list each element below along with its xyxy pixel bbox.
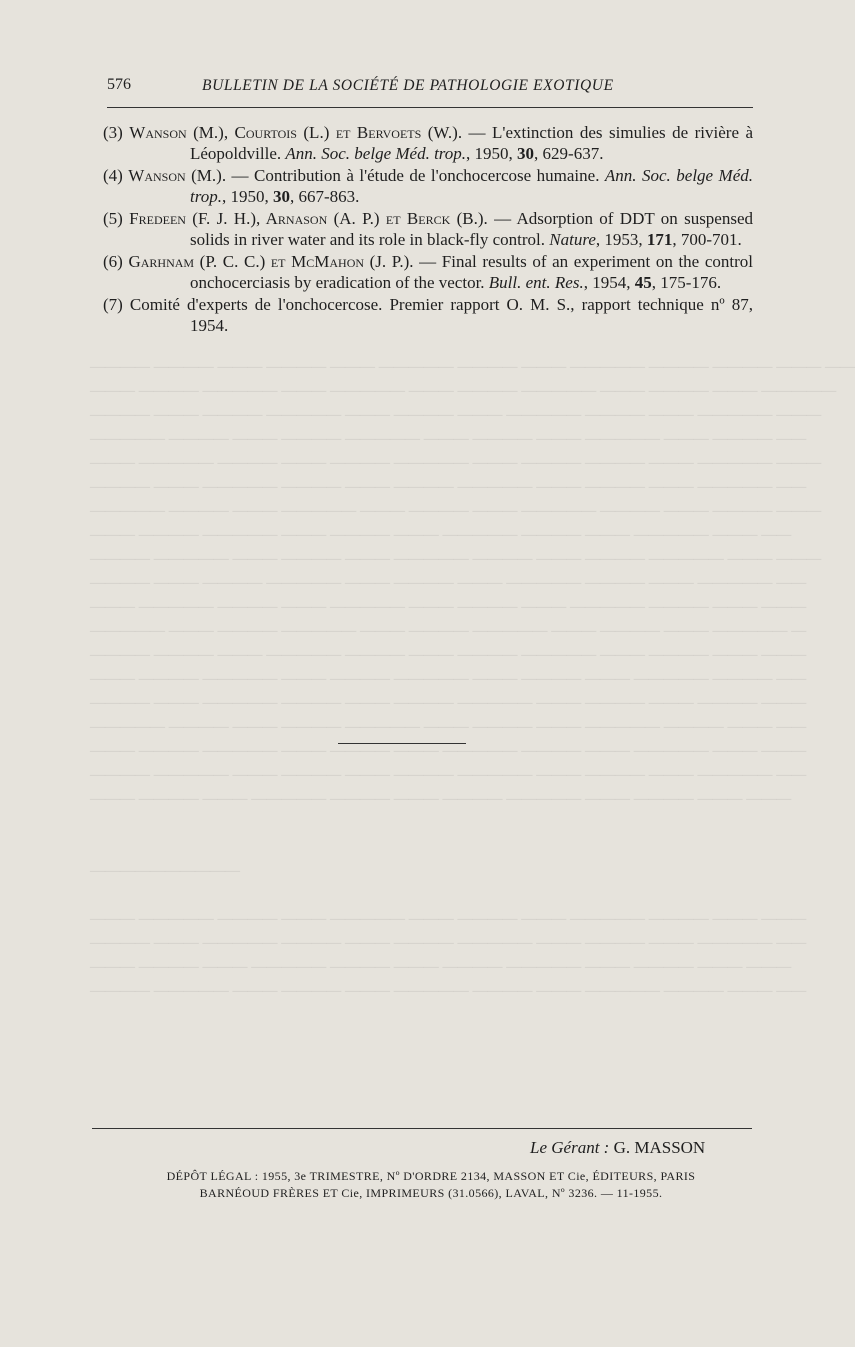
reference-pages: , 175-176. xyxy=(651,273,722,292)
reference-item xyxy=(103,294,753,336)
reference-number: (5) xyxy=(103,209,123,228)
page-number: 576 xyxy=(107,76,131,93)
reference-journal: Nature xyxy=(549,230,596,249)
reference-item: (3) Wanson (M.), Courtois (L.) et Bervoets (W.). — L'extinction des simulies de rivière à Léopoldville. Ann. Soc. belge Méd. trop., 1950, 30, 629-637. xyxy=(103,123,754,163)
legal-line: DÉPÔT LÉGAL : 1955, 3e TRIMESTRE, Nº D'ORDRE 2134, MASSON ET Cie, ÉDITEURS, PARIS xyxy=(166,1169,696,1183)
reference-pages: , 700-701. xyxy=(672,230,742,249)
reference-list xyxy=(103,122,753,337)
legal-notice xyxy=(105,1168,757,1202)
footer-rule xyxy=(92,1128,752,1129)
reference-title: — Contribution à l'étude de l'onchocercose humaine. xyxy=(226,166,605,185)
reference-journal: Bull. ent. Res. xyxy=(488,273,584,292)
reference-journal: Ann. Soc. belge Méd. trop. xyxy=(285,144,467,163)
reference-authors: Fredeen (F. J. H.), Arnason (A. P.) et Berck (B.). xyxy=(129,209,488,228)
reference-number: (3) xyxy=(103,123,123,142)
section-divider xyxy=(338,743,466,744)
reference-title: — Final results of an experiment on the control onchocerciasis by eradication of the vector. xyxy=(190,252,753,292)
reference-volume: 30 xyxy=(272,187,290,206)
reference-title: Comité d'experts de l'onchocercose. Premier rapport O. M. S., rapport technique nº 87, 1954. xyxy=(129,295,753,335)
reference-volume: 45 xyxy=(634,273,652,292)
running-title: BULLETIN DE LA SOCIÉTÉ DE PATHOLOGIE EXOTIQUE xyxy=(202,77,614,94)
reference-number: (4) xyxy=(103,166,123,185)
reference-item: (6) Garhnam (P. C. C.) et McMahon (J. P.). — Final results of an experiment on the control onchocerciasis by eradication of the vector. Bull. ent. Res., 1954, 45, 175-176. xyxy=(103,252,753,292)
reference-authors: Wanson (M.), Courtois (L.) et Bervoets (W.). xyxy=(129,123,463,142)
header-rule xyxy=(107,107,753,108)
page-header xyxy=(107,76,747,98)
gerant-line xyxy=(530,1138,705,1158)
reference-number: (6) xyxy=(103,252,123,271)
reference-pages: , 629-637. xyxy=(534,144,604,163)
legal-line: BARNÉOUD FRÈRES ET Cie, IMPRIMEURS (31.0566), LAVAL, Nº 3236. — 11-1955. xyxy=(199,1186,663,1200)
reference-item: (5) Fredeen (F. J. H.), Arnason (A. P.) et Berck (B.). — Adsorption of DDT on suspensed solids in river water and its role in black-fly control. Nature, 1953, 171, 700-701. xyxy=(103,209,754,249)
reference-volume: 171 xyxy=(646,230,673,249)
reference-item: (4) Wanson (M.). — Contribution à l'étude de l'onchocercose humaine. Ann. Soc. belge Méd. trop., 1950, 30, 667-863. xyxy=(103,166,753,206)
reference-pages: , 667-863. xyxy=(289,187,360,206)
reference-authors: Garhnam (P. C. C.) et McMahon (J. P.). xyxy=(128,252,414,271)
reference-number: (7) xyxy=(103,295,123,314)
reference-title: — Adsorption of DDT on suspensed solids in river water and its role in black-fly control. xyxy=(190,209,754,249)
gerant-label: Le Gérant : xyxy=(530,1138,610,1157)
reference-volume: 30 xyxy=(517,144,535,163)
reference-title: — L'extinction des simulies de rivière à Léopoldville. xyxy=(190,123,754,163)
gerant-name: G. MASSON xyxy=(613,1138,706,1157)
bleed-through-texture: ———— ———— ——— ———— ——— ————— ———— ——— ————— ———— ———— ——— —— ——— ———— ————— ——— ————— ——— ———— ————— ——— ———— ——— ————— ———— ——— ———— ————— ——— ———— ——— ————— ———— ——— ————— ——— ————— ———— ——— ———— ————— ——— ———— ——— ————— ——— ———— —— ——— ————— ———— ——— ———— ————— ——— ———— ———— ——— ————— ——— ———— ——— ————— ———— ——— ———— ————— ——— ———— ——— ————— —— ————— ———— ——— ————— ——— ———— ——— ————— ———— ——— ———— ——— ——— ———— ————— ——— ———— ——— ————— ———— ——— ————— ——— —— ———— ————— ——— ———— ——— ————— ———— ——— ———— ————— ——— ——— ———— ——— ———— ————— ——— ———— ——— ————— ———— ——— ————— —— ——— ————— ———— ——— ————— ——— ———— ——— ————— ———— ——— ——— ————— ——— ———— ————— ——— ———— ————— ——— ———— ——— ————— — ———— ———— ——— ————— ———— ——— ———— ————— ——— ———— ——— ——— ——— ———— ————— ——— ———— ————— ——— ———— ——— ————— ———— —— ———— ——— ————— ———— ——— ———— ————— ——— ———— ——— ———— ——— ————— ———— ——— ———— ————— ——— ———— ——— ————— ———— ——— —— ——— ———— ————— ——— ———— ——— ————— ———— ——— ————— ——— ——— ———— ————— ——— ———— ——— ———— ————— ——— ———— ——— ————— —— ——— ———— ——— ————— ———— ——— ———— ————— ——— ———— ——— ——— —————————— ——— ————— ———— ——— ————— ——— ———— ——— ————— ———— ——— ——— ———— ——— ————— ———— ——— ———— ————— ——— ———— ——— ————— —— ——— ———— ——— ————— ———— ——— ———— ————— ——— ———— ——— ——— ———— ————— ——— ———— ——— ————— ———— ——— ————— ———— ——— —— xyxy=(90,359,855,999)
reference-authors: Wanson (M.). xyxy=(128,166,227,185)
reference-journal: Ann. Soc. belge Méd. trop. xyxy=(190,166,753,206)
